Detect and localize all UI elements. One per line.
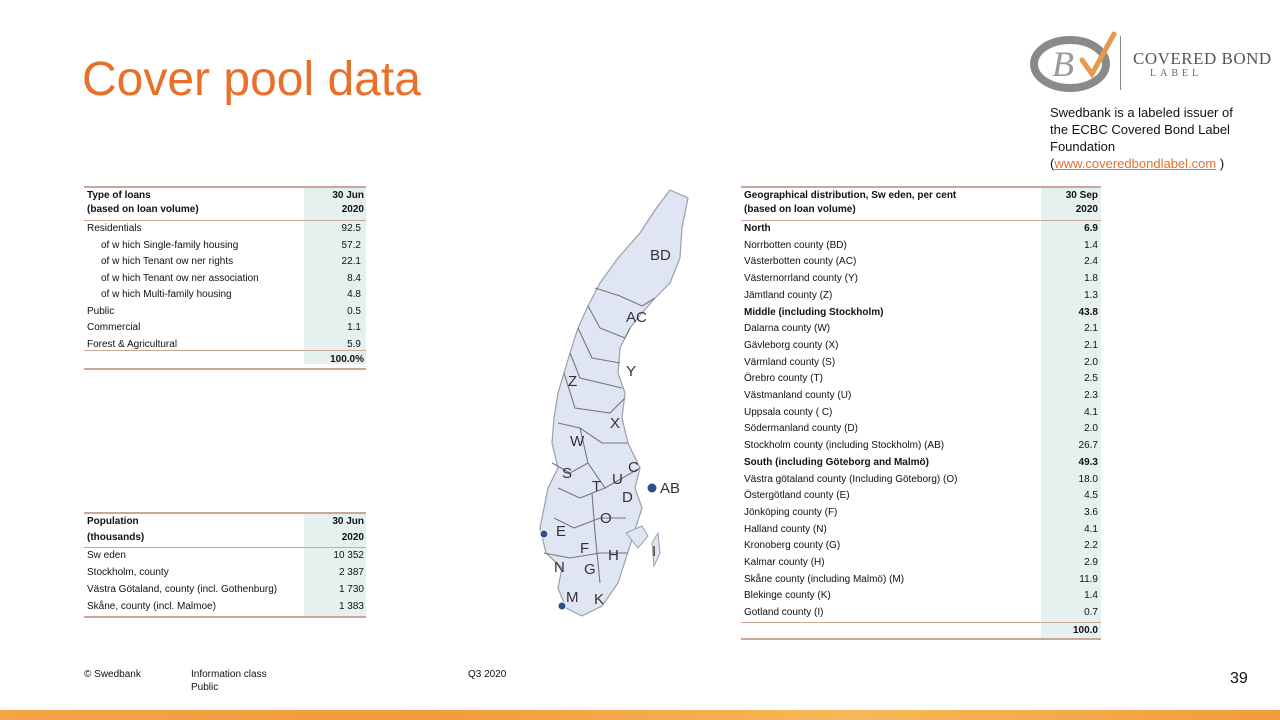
issuer-note <box>1050 104 1250 172</box>
row-value: 2.5 <box>1084 373 1098 385</box>
geo-header-title: Geographical distribution, Sw eden, per cent <box>744 190 957 201</box>
row-value: 1 730 <box>338 584 364 595</box>
table-row <box>84 320 366 336</box>
row-label: South (including Göteborg and Malmö) <box>744 456 929 468</box>
row-value: 3.6 <box>1084 506 1098 518</box>
map-label: M <box>566 589 579 606</box>
issuer-text: Swedbank is a labeled issuer of the ECBC Covered Bond Label Foundation <box>1050 105 1233 154</box>
table-row <box>741 438 1101 454</box>
table-row <box>741 355 1101 371</box>
row-value: 1.3 <box>1084 289 1098 301</box>
table-row <box>741 588 1101 604</box>
map-label: AC <box>626 309 647 326</box>
row-label: Stockholm, county <box>87 567 169 578</box>
row-label: Public <box>87 305 115 317</box>
population-header-date1: 30 Jun <box>332 516 364 527</box>
sweden-county-map <box>530 188 690 618</box>
table-row <box>741 555 1101 571</box>
map-label: E <box>556 523 567 540</box>
table-row <box>741 221 1101 237</box>
row-value: 18.0 <box>1078 473 1098 485</box>
row-label: Jämtland county (Z) <box>744 289 833 301</box>
row-label: Skåne, county (incl. Malmoe) <box>87 601 216 612</box>
loan-type-table <box>84 186 366 372</box>
row-label: Örebro county (T) <box>744 373 823 385</box>
table-row <box>741 254 1101 270</box>
row-label: Gotland county (I) <box>744 607 824 619</box>
bottom-accent-bar <box>0 710 1280 720</box>
row-label: Sw eden <box>87 550 126 561</box>
table-row <box>741 505 1101 521</box>
logo-text-sub: LABEL <box>1150 68 1203 79</box>
table-row <box>741 238 1101 254</box>
row-label: Västmanland county (U) <box>744 390 852 401</box>
map-label: W <box>570 433 585 450</box>
row-label: Stockholm county (including Stockholm) (AB) <box>744 440 945 452</box>
map-label: AB <box>660 480 681 497</box>
table-row <box>741 472 1101 488</box>
row-value: 8.4 <box>347 272 361 284</box>
row-label: Gävleborg county (X) <box>744 339 839 351</box>
loans-header-type: Type of loans <box>87 190 151 201</box>
row-label: Commercial <box>87 322 141 333</box>
paren-close: ) <box>1216 156 1225 171</box>
map-label: G <box>584 561 596 578</box>
row-value: 2.9 <box>1084 557 1098 568</box>
row-value: 92.5 <box>341 223 361 234</box>
row-value: 2.4 <box>1084 256 1098 268</box>
table-row <box>741 371 1101 387</box>
row-value: 2.1 <box>1084 339 1098 351</box>
row-label: Halland county (N) <box>744 523 827 535</box>
row-label: Uppsala county ( C) <box>744 406 833 418</box>
table-row <box>84 548 366 564</box>
row-label: Middle (including Stockholm) <box>744 306 884 318</box>
row-value: 26.7 <box>1078 440 1098 452</box>
row-label: Västernorrland county (Y) <box>744 273 858 285</box>
table-row <box>84 238 366 254</box>
row-value: 2.1 <box>1084 323 1098 335</box>
map-label: D <box>622 489 633 506</box>
footer-quarter: Q3 2020 <box>468 669 507 680</box>
row-label: Värmland county (S) <box>744 356 836 368</box>
svg-text:B: B <box>1052 44 1074 84</box>
map-label: C <box>628 459 639 476</box>
row-value: 43.8 <box>1078 306 1098 318</box>
map-label: K <box>594 591 605 608</box>
table-row <box>84 565 366 581</box>
row-value: 5.9 <box>347 338 361 350</box>
geo-header-basis: (based on loan volume) <box>744 204 856 215</box>
page-title: Cover pool data <box>82 53 421 106</box>
table-row <box>741 522 1101 538</box>
map-label: F <box>580 540 590 557</box>
row-value: 1.4 <box>1084 239 1098 251</box>
loans-header-date2: 2020 <box>341 204 364 215</box>
table-row <box>741 305 1101 321</box>
marker-gothenburg <box>540 530 548 538</box>
table-row <box>84 221 366 237</box>
footer-copyright: © Swedbank <box>84 669 141 680</box>
row-label: Blekinge county (K) <box>744 590 831 602</box>
row-value: 10 352 <box>333 550 364 561</box>
geo-total: 100.0 <box>1072 625 1098 636</box>
row-value: 11.9 <box>1079 573 1098 585</box>
table-row <box>741 605 1101 621</box>
row-label: Jönköping county (F) <box>744 506 838 518</box>
row-label: of w hich Single-family housing <box>101 239 239 251</box>
row-label: Norrbotten county (BD) <box>744 239 847 251</box>
row-value: 4.5 <box>1084 490 1098 502</box>
row-value: 22.1 <box>341 256 361 267</box>
row-value: 4.1 <box>1084 523 1098 535</box>
row-label: Östergötland county (E) <box>744 490 850 502</box>
row-value: 2.3 <box>1084 390 1098 401</box>
table-row <box>741 538 1101 554</box>
map-label: O <box>600 510 612 527</box>
row-label: of w hich Tenant ow ner association <box>101 272 259 284</box>
map-label: BD <box>650 247 671 264</box>
row-value: 2 387 <box>338 567 364 578</box>
covered-bond-link[interactable]: www.coveredbondlabel.com <box>1054 156 1217 171</box>
marker-malmo <box>558 602 566 610</box>
table-row <box>84 582 366 598</box>
row-value: 1.1 <box>347 322 361 333</box>
loans-header-basis: (based on loan volume) <box>87 204 199 215</box>
table-row <box>84 304 366 320</box>
map-label: Y <box>626 363 637 380</box>
row-value: 49.3 <box>1078 456 1098 468</box>
row-value: 4.1 <box>1084 406 1098 418</box>
table-row <box>741 321 1101 337</box>
row-label: Kalmar county (H) <box>744 557 825 568</box>
row-value: 1 383 <box>338 601 364 612</box>
table-row <box>741 338 1101 354</box>
map-label: S <box>562 465 573 482</box>
marker-stockholm <box>647 483 657 493</box>
page-number: 39 <box>1230 670 1248 687</box>
map-label: T <box>592 478 602 495</box>
population-header-unit: (thousands) <box>87 532 145 543</box>
table-row <box>84 254 366 270</box>
table-row <box>741 405 1101 421</box>
table-row <box>84 287 366 303</box>
row-label: Västra Götaland, county (incl. Gothenburg) <box>87 584 278 595</box>
row-label: Forest & Agricultural <box>87 338 178 350</box>
logo-divider <box>1120 36 1121 90</box>
map-label: N <box>554 559 565 576</box>
geo-header-date1: 30 Sep <box>1065 190 1098 201</box>
footer-info-class <box>191 668 267 694</box>
map-label: Z <box>568 373 578 390</box>
logo-text-main: COVERED BOND <box>1133 49 1272 68</box>
table-row <box>741 271 1101 287</box>
row-value: 6.9 <box>1084 223 1098 234</box>
map-label: X <box>610 415 621 432</box>
table-row <box>741 455 1101 471</box>
row-label: Södermanland county (D) <box>744 423 858 435</box>
population-header-date2: 2020 <box>341 532 364 543</box>
paren-open: ( <box>1050 156 1055 171</box>
row-label: North <box>744 223 771 234</box>
table-row <box>741 388 1101 404</box>
row-value: 0.7 <box>1084 607 1098 619</box>
population-table <box>84 512 366 620</box>
row-value: 1.4 <box>1084 590 1098 602</box>
table-row <box>741 421 1101 437</box>
geo-distribution-table <box>741 186 1101 642</box>
geo-header-date2: 2020 <box>1075 204 1098 215</box>
info-class-label: Information class <box>191 669 267 680</box>
table-row <box>84 599 366 615</box>
map-label: H <box>608 547 619 564</box>
table-row <box>741 488 1101 504</box>
table-row <box>741 288 1101 304</box>
table-row <box>741 572 1101 588</box>
row-label: Kronoberg county (G) <box>744 540 841 552</box>
population-header: Population <box>87 516 139 527</box>
table-row <box>84 271 366 287</box>
info-class-value: Public <box>191 682 219 693</box>
row-label: Residentials <box>87 223 142 234</box>
row-label: Dalarna county (W) <box>744 323 831 335</box>
row-value: 2.0 <box>1084 423 1098 435</box>
row-value: 2.2 <box>1084 540 1098 552</box>
row-value: 0.5 <box>347 305 361 317</box>
row-value: 1.8 <box>1084 273 1098 285</box>
loans-header-date1: 30 Jun <box>332 190 364 201</box>
row-label: of w hich Multi-family housing <box>101 289 232 300</box>
map-label: I <box>652 543 657 560</box>
map-label: U <box>612 471 623 488</box>
row-label: Västra götaland county (Including Göteborg) (O) <box>744 473 958 485</box>
row-label: Västerbotten county (AC) <box>744 256 857 268</box>
row-value: 2.0 <box>1084 356 1098 368</box>
row-value: 4.8 <box>347 289 361 300</box>
row-label: of w hich Tenant ow ner rights <box>101 256 234 267</box>
row-value: 57.2 <box>341 239 361 251</box>
loans-total: 100.0% <box>330 354 364 365</box>
row-label: Skåne county (including Malmö) (M) <box>744 573 905 585</box>
